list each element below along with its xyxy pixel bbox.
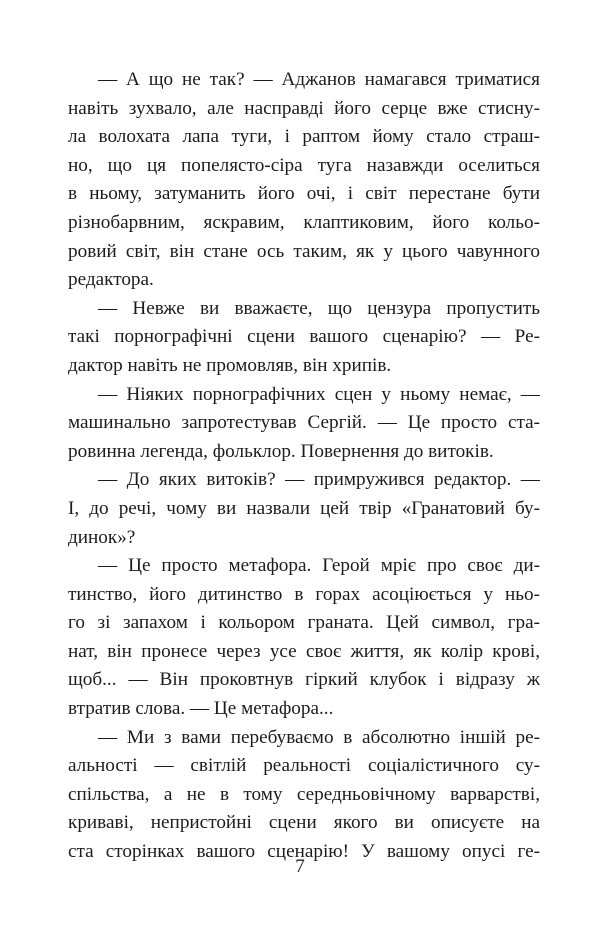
paragraph	[68, 552, 540, 724]
text-line: — Ніяких порнографічних сцен у ньому немає, —	[98, 383, 540, 405]
text-line-row	[68, 438, 540, 467]
text-line-row	[68, 724, 540, 753]
text-line-row	[68, 123, 540, 152]
text-line: навіть зухвало, але насправді його серце вже стисну-	[68, 97, 540, 119]
text-line-row	[68, 609, 540, 638]
text-line: но, що ця попелясто-сіра туга назавжди оселиться	[68, 154, 540, 176]
text-line: такі порнографічні сцени вашого сценарію? — Ре-	[68, 326, 540, 348]
paragraph	[68, 295, 540, 381]
text-line-row	[68, 666, 540, 695]
text-line-row	[68, 495, 540, 524]
text-line: спільства, а не в тому середньовічному варварстві,	[68, 783, 540, 805]
text-line: редактора.	[68, 269, 154, 291]
page-body-text	[68, 66, 540, 867]
text-line: — Ми з вами перебуваємо в абсолютно іншій ре-	[98, 726, 540, 748]
text-line: альності — світлій реальності соціалістичного су-	[68, 755, 540, 777]
paragraph	[68, 466, 540, 552]
text-line-row	[68, 209, 540, 238]
text-line-row	[68, 238, 540, 267]
text-line-row	[68, 638, 540, 667]
text-line: ста сторінках вашого сценарію! У вашому опусі ге-	[68, 841, 540, 863]
text-line-row	[68, 152, 540, 181]
page-number: 7	[295, 856, 305, 877]
text-line: го зі запахом і кольором граната. Цей символ, гра-	[68, 612, 540, 634]
text-line-row	[68, 809, 540, 838]
text-line-row	[68, 552, 540, 581]
text-line-row	[68, 352, 540, 381]
text-line-row	[68, 695, 540, 724]
text-line: ла волохата лапа туги, і раптом йому стало страш-	[68, 126, 540, 148]
text-line: — А що не так? — Аджанов намагався триматися	[98, 69, 540, 90]
text-line: нат, він пронесе через усе своє життя, як колір крові,	[68, 640, 540, 662]
paragraph	[68, 724, 540, 867]
text-line-row	[68, 266, 540, 295]
text-line: тинство, його дитинство в горах асоціюється у ньо-	[68, 583, 540, 605]
text-line-row	[68, 95, 540, 124]
text-line: в ньому, затуманить його очі, і світ перестане бути	[68, 183, 540, 205]
text-line: машинально запротестував Сергій. — Це просто ста-	[68, 412, 540, 434]
text-line-row	[68, 180, 540, 209]
text-line-row	[68, 752, 540, 781]
text-line: криваві, непристойні сцени якого ви описуєте на	[68, 812, 540, 834]
text-line: дактор навіть не промовляв, він хрипів.	[68, 354, 392, 376]
text-line-row	[68, 781, 540, 810]
text-line-row	[68, 409, 540, 438]
paragraph	[68, 66, 540, 295]
text-line: динок»?	[68, 526, 136, 548]
text-line: — Це просто метафора. Герой мріє про своє ди-	[98, 555, 540, 577]
text-line: — До яких витоків? — примружився редактор. —	[98, 469, 540, 491]
text-line: — Невже ви вважаєте, що цензура пропустить	[98, 297, 540, 319]
text-line: різнобарвним, яскравим, клаптиковим, його кольо-	[68, 211, 540, 233]
text-line-row	[68, 381, 540, 410]
paragraph	[68, 381, 540, 467]
text-line: втратив слова. — Це метафора...	[68, 698, 334, 720]
text-line-row	[68, 524, 540, 553]
text-line: ровий світ, він стане ось таким, як у цього чавунного	[68, 240, 540, 262]
text-line-row	[68, 66, 540, 95]
text-line: ровинна легенда, фольклор. Повернення до витоків.	[68, 440, 494, 462]
text-line-row	[68, 581, 540, 610]
text-line-row	[68, 466, 540, 495]
text-line: щоб... — Він проковтнув гіркий клубок і відразу ж	[68, 669, 540, 691]
text-line-row	[68, 295, 540, 324]
text-line-row	[68, 323, 540, 352]
text-line: І, до речі, чому ви назвали цей твір «Гранатовий бу-	[68, 497, 540, 519]
